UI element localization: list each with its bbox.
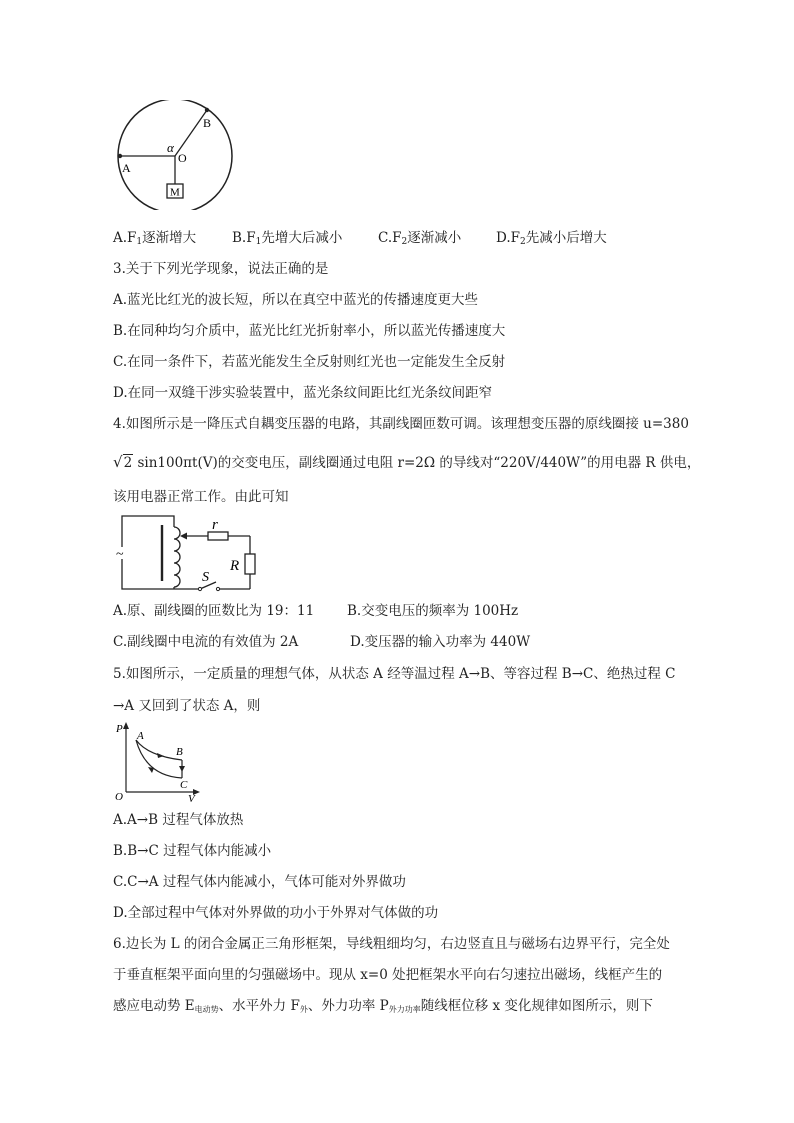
label-B: B — [176, 746, 183, 758]
p-axis-arrow — [123, 722, 129, 729]
q6-stem-line3-tail: 随线框位移 x 变化规律如图所示，则下 — [420, 998, 653, 1014]
q4-stem-line2 — [113, 453, 700, 472]
switch-contact-right — [216, 587, 219, 590]
q2-option-a: $A.F_1$逐渐增大 — [113, 230, 197, 247]
q3-option-d: D.在同一双缝干涉实验装置中，蓝光条纹间距比红光条纹间距窄 — [113, 385, 493, 401]
resistor-R — [245, 554, 255, 574]
point-B — [205, 108, 209, 112]
q6-stem-line3 — [113, 997, 653, 1019]
label-A: A — [122, 161, 131, 175]
q5-option-b: B.B→C 过程气体内能减小 — [113, 843, 272, 859]
q6-stem-line2: 于垂直框架平面向里的匀强磁场中。现从 x=0 处把框架水平向右匀速拉出磁场，线框产生的 — [113, 967, 663, 983]
sliding-tap-arrow — [180, 533, 187, 540]
arrow-CA — [148, 767, 154, 773]
label-B: B — [203, 116, 212, 130]
figure-transformer-circuit — [112, 513, 262, 593]
point-A — [118, 154, 122, 158]
switch-contact-left — [198, 587, 201, 590]
arrow-AB — [157, 753, 164, 758]
primary-wire — [122, 516, 174, 589]
q4-stem-line1: 4.如图所示是一降压式自耦变压器的电路，其副线圈匝数可调。该理想变压器的原线圈接 u=380 — [113, 416, 689, 432]
figure-pv-diagram — [112, 720, 202, 804]
q5-option-a: A.A→B 过程气体放热 — [113, 812, 244, 828]
q6-p-symbol: 、外力功率 P — [307, 998, 389, 1014]
q4-option-c: C.副线圈中电流的有效值为 2A — [113, 634, 299, 650]
q6-p-subscript: 外力功率 — [388, 1005, 421, 1014]
arrow-BC — [179, 766, 185, 772]
q3-option-b: B.在同种均匀介质中，蓝光比红光折射率小，所以蓝光传播速度大 — [113, 323, 506, 339]
q2-option-c: $C.F_2$逐渐减小 — [378, 230, 462, 247]
q3-stem: 3.关于下列光学现象，说法正确的是 — [113, 261, 329, 277]
q4-stem-line3: 该用电器正常工作。由此可知 — [113, 489, 289, 505]
label-A: A — [137, 730, 144, 742]
q6-f-subscript: 外 — [299, 1005, 308, 1014]
figure-circle-pulley — [112, 100, 238, 210]
ac-source-symbol: ~ — [116, 547, 124, 562]
coil — [174, 527, 180, 587]
q2-option-b: $B.F_1$先增大后减小 — [232, 230, 343, 247]
q4-stem-line2-text: sin100πt(V)的交变电压，副线圈通过电阻 r=2Ω 的导线对“220V/440W”的用电器 R 供电， — [137, 455, 701, 471]
q3-option-a: A.蓝光比红光的波长短，所以在真空中蓝光的传播速度更大些 — [113, 292, 479, 308]
q4-option-a: A.原、副线圈的匝数比为 19：11 — [113, 603, 315, 619]
q5-stem-line1: 5.如图所示，一定质量的理想气体，从状态 A 经等温过程 A→B、等容过程 B→C、绝热过程 C — [113, 666, 676, 682]
q6-f-symbol: 、水平外力 F — [218, 998, 300, 1014]
q6-e-symbol: 感应电动势 E — [113, 998, 195, 1014]
label-M: M — [170, 186, 180, 199]
label-C: C — [180, 779, 188, 791]
label-O: O — [178, 151, 187, 165]
q3-option-c: C.在同一条件下，若蓝光能发生全反射则红光也一定能发生全反射 — [113, 354, 506, 370]
sqrt-symbol: √ — [113, 453, 123, 471]
label-P: P — [116, 723, 123, 735]
label-V: V — [188, 793, 195, 804]
q4-option-b: B.交变电压的频率为 100Hz — [347, 603, 519, 619]
q6-e-subscript: 电动势 — [194, 1005, 219, 1014]
sqrt-radicand: 2 — [123, 455, 133, 471]
q6-stem-line1: 6.边长为 L 的闭合金属正三角形框架，导线粗细均匀，右边竖直且与磁场右边界平行，完全处 — [113, 936, 670, 952]
q2-option-d: $D.F_2$先减小后增大 — [496, 230, 607, 247]
label-R: R — [230, 558, 240, 574]
resistor-r — [208, 532, 228, 540]
label-O: O — [115, 791, 123, 803]
q4-option-d: D.变压器的输入功率为 440W — [350, 634, 531, 650]
label-S: S — [202, 570, 209, 585]
q5-option-c: C.C→A 过程气体内能减小，气体可能对外界做功 — [113, 874, 406, 890]
primary-top-wire — [162, 516, 174, 527]
q5-stem-line2: →A 又回到了状态 A，则 — [113, 698, 261, 714]
label-r: r — [212, 517, 218, 533]
q5-option-d: D.全部过程中气体对外界做的功小于外界对气体做的功 — [113, 905, 439, 921]
label-alpha: α — [167, 140, 174, 155]
